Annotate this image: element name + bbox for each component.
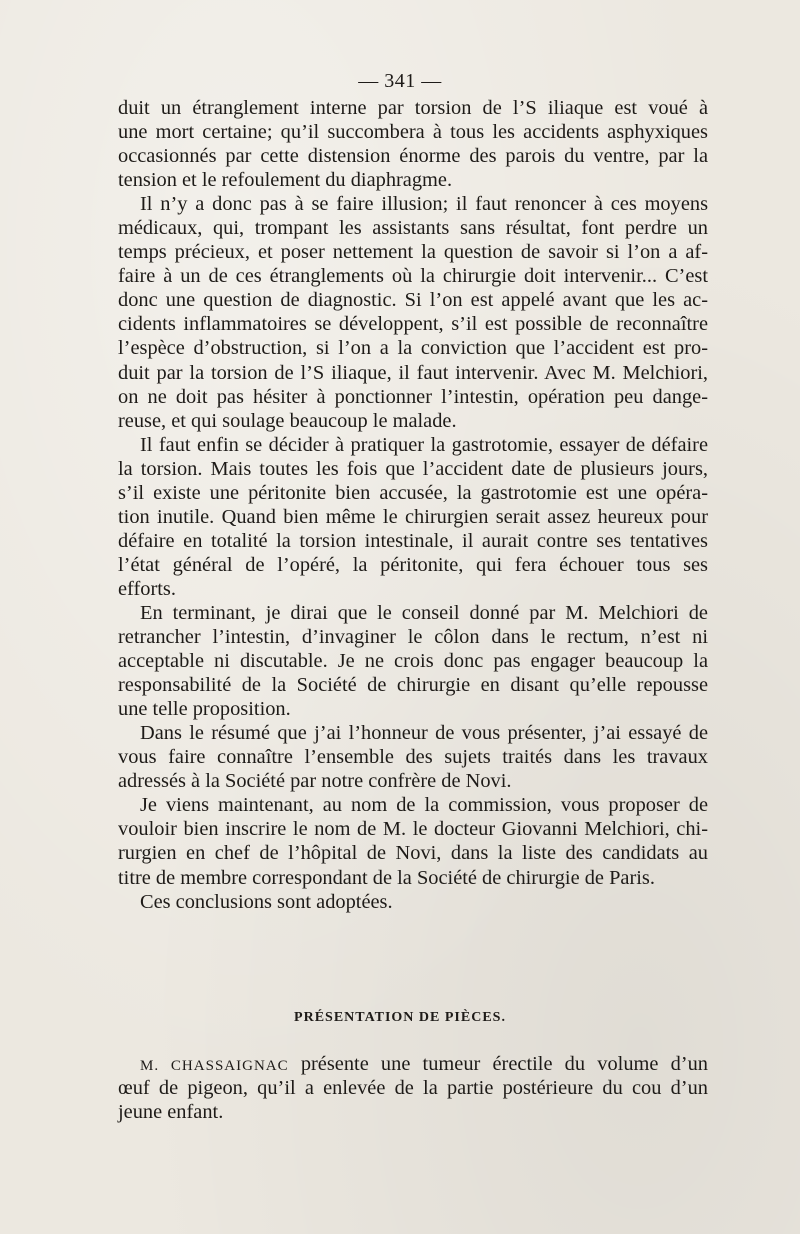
text-line: vous faire connaître l’ensemble des sujets traités dans les travaux <box>118 746 708 769</box>
text-line: duit par la torsion de l’S iliaque, il faut intervenir. Avec M. Melchiori, <box>118 361 708 384</box>
text-line: donc une question de diagnostic. Si l’on est appelé avant que les ac- <box>118 289 708 312</box>
section-heading: PRÉSENTATION DE PIÈCES. <box>294 1010 506 1025</box>
text-line: une telle proposition. <box>118 698 291 721</box>
text-line: l’espèce d’obstruction, si l’on a la conviction que l’accident est pro- <box>118 337 708 360</box>
speaker-name: M. CHASSAIGNAC <box>140 1058 289 1074</box>
text-line: efforts. <box>118 577 176 600</box>
text-line: défaire en totalité la torsion intestinale, il aurait contre ses tentatives <box>118 529 708 552</box>
text-line: vouloir bien inscrire le nom de M. le docteur Giovanni Melchiori, chi- <box>118 818 708 841</box>
text-line: rurgien en chef de l’hôpital de Novi, dans la liste des candidats au <box>118 842 708 865</box>
text-line-rest: présente une tumeur érectile du volume d’un <box>300 1053 708 1075</box>
text-line: l’état général de l’opéré, la péritonite, qui fera échouer tous ses <box>118 553 708 576</box>
text-line: jeune enfant. <box>118 1101 224 1124</box>
text-line: titre de membre correspondant de la Société de chirurgie de Paris. <box>118 866 655 889</box>
text-line: adressés à la Société par notre confrère de Novi. <box>118 770 512 793</box>
text-line <box>118 1052 708 1076</box>
text-line: Je viens maintenant, au nom de la commission, vous proposer de <box>140 794 708 817</box>
text-line: retrancher l’intestin, d’invaginer le côlon dans le rectum, n’est ni <box>118 626 708 649</box>
text-line: Dans le résumé que j’ai l’honneur de vous présenter, j’ai essayé de <box>140 722 708 745</box>
text-line: tion inutile. Quand bien même le chirurgien serait assez heureux pour <box>118 505 708 528</box>
text-line: Ces conclusions sont adoptées. <box>140 890 393 913</box>
text-line: Il n’y a donc pas à se faire illusion; il faut renoncer à ces moyens <box>140 193 708 216</box>
text-line: une mort certaine; qu’il succombera à tous les accidents asphyxiques <box>118 121 708 144</box>
presentation-paragraph <box>118 1052 708 1124</box>
text-line: responsabilité de la Société de chirurgie en disant qu’elle repousse <box>118 674 708 697</box>
text-line: tension et le refoulement du diaphragme. <box>118 169 453 192</box>
text-line: cidents inflammatoires se développent, s’il est possible de reconnaître <box>118 313 708 336</box>
text-line: la torsion. Mais toutes les fois que l’accident date de plusieurs jours, <box>118 457 708 480</box>
text-line: s’il existe une péritonite bien accusée, la gastrotomie est une opéra- <box>118 481 708 504</box>
text-line: œuf de pigeon, qu’il a enlevée de la partie postérieure du cou d’un <box>118 1077 708 1100</box>
text-line: faire à un de ces étranglements où la chirurgie doit intervenir... C’est <box>118 265 708 288</box>
text-line: duit un étranglement interne par torsion de l’S iliaque est voué à <box>118 97 708 119</box>
text-line: occasionnés par cette distension énorme des parois du ventre, par la <box>118 145 708 168</box>
text-line: médicaux, qui, trompant les assistants sans résultat, font perdre un <box>118 217 708 240</box>
text-line: acceptable ni discutable. Je ne crois donc pas engager beaucoup la <box>118 650 708 673</box>
text-line: reuse, et qui soulage beaucoup le malade. <box>118 409 457 432</box>
text-line: temps précieux, et poser nettement la question de savoir si l’on a af- <box>118 241 708 264</box>
body-text <box>118 96 708 914</box>
text-line: on ne doit pas hésiter à ponctionner l’intestin, opération peu dange- <box>118 385 708 408</box>
page-number: — 341 — <box>358 70 442 92</box>
text-line: Il faut enfin se décider à pratiquer la gastrotomie, essayer de défaire <box>140 433 708 456</box>
text-line: En terminant, je dirai que le conseil donné par M. Melchiori de <box>140 601 708 624</box>
